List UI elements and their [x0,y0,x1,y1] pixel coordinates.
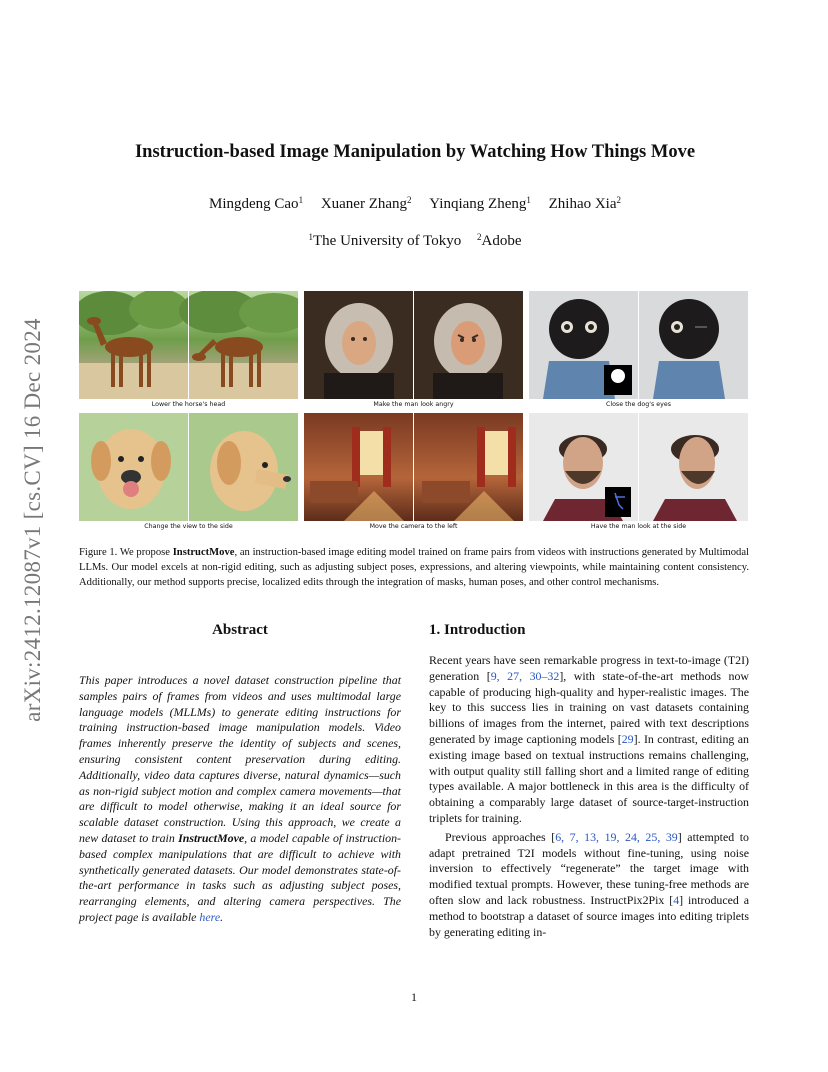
figure-caption: Figure 1. We propose InstructMove, an instruction-based image editing model trained on frame pairs from videos with instructions generated by Multimodal LLMs. Our model excels at non-rigid editing, such as adjusting subject poses, expressions, and altering viewpoints, while maintaining content consistency. Additionally, our method supports precise, localized edits through the integration of masks, human poses, and other control mechanisms. [79,547,749,589]
panel-caption: Make the man look angry [304,399,523,410]
panel-caption: Have the man look at the side [529,521,748,532]
horse-image-pair [79,291,298,399]
room-image-pair [304,413,523,521]
citation-link[interactable]: 6, 7, 13, 19, 24, 25, 39 [555,829,678,844]
intro-paragraph: Recent years have seen remarkable progress in text-to-image (T2I) generation [9, 27, 30–32], with state-of-the-art methods now capable of producing high-quality and hyper-realistic images. The key to this success lies in training on vast datasets containing billions of images from the internet, paired with text descriptions generated by image captioning models [29]. In contrast, editing an existing image based on textual instructions remains challenging, with output quality still falling short and a limited range of editing types available. A major bottleneck in this area is the difficulty of obtaining a comparably large dataset of source-target-instruction triplets for training. [429,653,749,825]
citation-link[interactable]: 4 [673,892,680,907]
panel-caption: Lower the horse's head [79,399,298,410]
citation-link[interactable]: 9, 27, 30–32 [490,668,560,683]
pug-image-pair [529,291,748,399]
dog-image-pair [79,413,298,521]
citation-link[interactable]: 29 [621,731,634,746]
panel-caption: Close the dog's eyes [529,399,748,410]
arxiv-id-text: arXiv:2412.12087v1 [cs.CV] 16 Dec 2024 [20,318,45,722]
affiliation: $^1$The University of Tokyo [308,232,462,249]
abstract-heading: Abstract [212,622,268,638]
author-list [80,196,750,213]
affiliation: $^2$Adobe [477,232,522,249]
panel-caption: Change the view to the side [79,521,298,532]
author: Xuaner Zhang$^2$ [320,195,412,212]
intro-paragraph: Previous approaches [6, 7, 13, 19, 24, 25, 39] attempted to adapt pretrained T2I models without fine-tuning, using noise inversion to effectively “regenerate” the target image with modified textual prompts. However, these tuning-free methods are often slow and lack robustness. InstructPix2Pix [4] introduced a method to bootstrap a dataset of source images into editing triplets by generating editing in- [429,829,749,939]
author: Mingdeng Cao$^1$ [208,195,304,212]
introduction-heading: 1. Introduction [429,622,526,638]
panel-caption: Move the camera to the left [304,521,523,532]
portrait-image-pair [304,291,523,399]
introduction-text [429,653,749,940]
man-image-pair [529,413,748,521]
abstract-text: This paper introduces a novel dataset construction pipeline that samples pairs of frames from videos and uses multimodal large language models (MLLMs) to generate editing instructions for training instruction-based image manipulation models. Video frames inherently preserve the identity of subjects and scenes, ensuring consistent content preservation during editing. Additionally, video data captures diverse, natural dynamics—such as non-rigid subject motion and complex camera movements—that are difficult to model otherwise, making it an ideal source for scalable dataset construction. Using this approach, we create a new dataset to train InstructMove, a model capable of instruction-based complex manipulations that are difficult to achieve with synthetically generated datasets. Our model demonstrates state-of-the-art performance in tasks such as adjusting subject poses, rearranging elements, and altering camera perspectives. The project page is available here. [79,673,401,924]
paper-title: Instruction-based Image Manipulation by Watching How Things Move [134,142,696,162]
author: Zhihao Xia$^2$ [548,195,622,212]
project-page-link[interactable]: here [199,909,221,924]
figure-1 [79,291,749,535]
arxiv-side-identifier [18,280,48,760]
affiliations [80,233,750,250]
page-number: 1 [411,990,417,1004]
author: Yinqiang Zheng$^1$ [429,195,531,212]
